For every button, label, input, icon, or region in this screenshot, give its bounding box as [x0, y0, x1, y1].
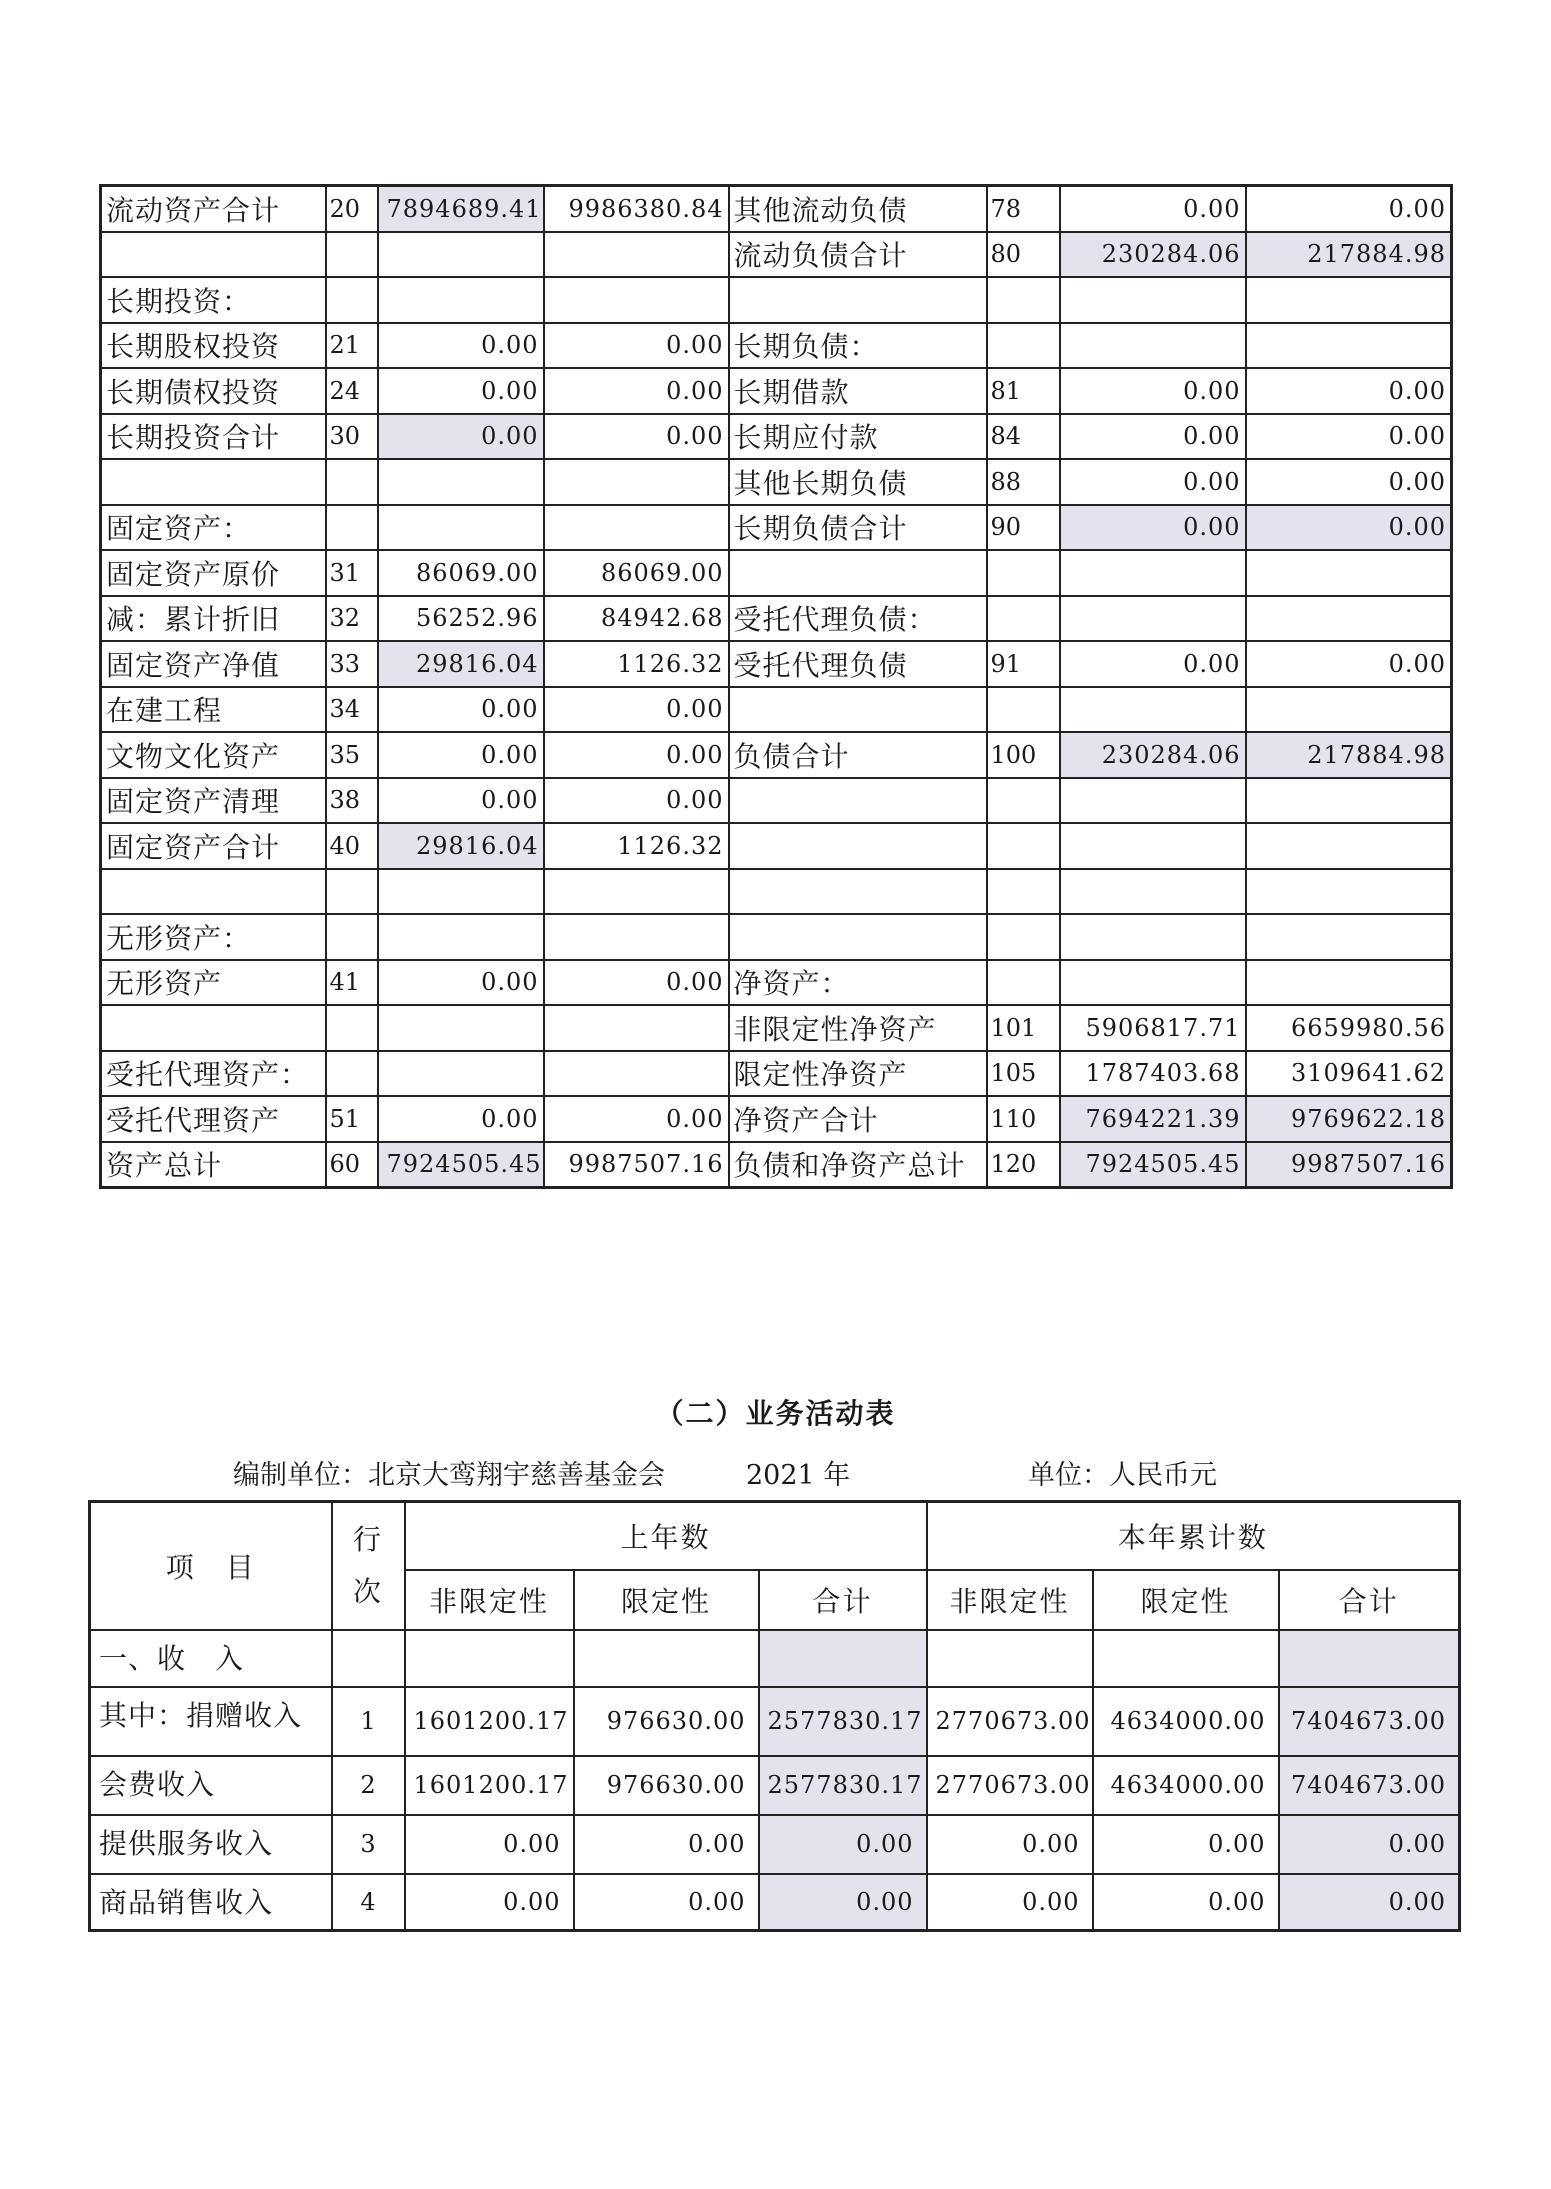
liability-label [729, 687, 987, 733]
liability-row-code: 84 [987, 414, 1060, 460]
asset-value-end: 1126.32 [544, 641, 729, 687]
asset-value-end [544, 914, 729, 960]
liability-row-code [987, 823, 1060, 869]
asset-value-begin: 0.00 [378, 687, 544, 733]
asset-row-code [326, 277, 378, 323]
liability-row-code: 101 [987, 1005, 1060, 1051]
balance-sheet-row [101, 1096, 1452, 1142]
activity-row [90, 1815, 1460, 1874]
asset-row-code: 51 [326, 1096, 378, 1142]
liability-label: 其他长期负债 [729, 459, 987, 505]
asset-value-end: 0.00 [544, 960, 729, 1006]
liability-row-code: 80 [987, 232, 1060, 278]
balance-sheet-row [101, 505, 1452, 551]
balance-sheet-row [101, 550, 1452, 596]
asset-label: 长期投资： [101, 277, 326, 323]
value-this-restricted: 0.00 [1093, 1874, 1279, 1931]
asset-value-end: 0.00 [544, 323, 729, 369]
liability-row-code: 100 [987, 732, 1060, 778]
activity-item-label: 一、收 入 [90, 1630, 332, 1687]
asset-row-code [326, 232, 378, 278]
asset-value-begin: 29816.04 [378, 823, 544, 869]
liability-row-code [987, 687, 1060, 733]
liability-label: 长期借款 [729, 368, 987, 414]
liability-label [729, 823, 987, 869]
liability-row-code: 105 [987, 1051, 1060, 1097]
liability-value-end: 6659980.56 [1246, 1005, 1452, 1051]
balance-sheet-row [101, 914, 1452, 960]
balance-sheet-row [101, 1005, 1452, 1051]
liability-value-end: 0.00 [1246, 186, 1452, 232]
liability-row-code: 110 [987, 1096, 1060, 1142]
asset-value-begin [378, 914, 544, 960]
liability-value-begin: 7694221.39 [1060, 1096, 1246, 1142]
asset-value-end [544, 1005, 729, 1051]
value-prev-restricted: 0.00 [574, 1874, 759, 1931]
value-this-unrestricted: 2770673.00 [927, 1687, 1093, 1756]
asset-label: 无形资产： [101, 914, 326, 960]
asset-value-begin: 0.00 [378, 732, 544, 778]
activity-statement-title: （二）业务活动表 [655, 1397, 896, 1430]
asset-label: 受托代理资产 [101, 1096, 326, 1142]
liability-value-begin: 0.00 [1060, 641, 1246, 687]
asset-value-begin: 0.00 [378, 1096, 544, 1142]
liability-row-code [987, 596, 1060, 642]
asset-value-end: 0.00 [544, 414, 729, 460]
activity-statement-table [88, 1500, 1461, 1932]
liability-label [729, 277, 987, 323]
liability-row-code [987, 960, 1060, 1006]
asset-label: 无形资产 [101, 960, 326, 1006]
value-prev-unrestricted: 0.00 [405, 1874, 574, 1931]
asset-value-end: 0.00 [544, 687, 729, 733]
asset-row-code: 31 [326, 550, 378, 596]
balance-sheet-row [101, 641, 1452, 687]
asset-value-begin: 86069.00 [378, 550, 544, 596]
activity-row-code: 3 [332, 1815, 405, 1874]
asset-value-end: 84942.68 [544, 596, 729, 642]
asset-value-begin: 0.00 [378, 778, 544, 824]
liability-value-begin [1060, 323, 1246, 369]
asset-row-code: 33 [326, 641, 378, 687]
value-prev-unrestricted: 1601200.17 [405, 1756, 574, 1815]
liability-value-end: 0.00 [1246, 505, 1452, 551]
liability-label: 净资产合计 [729, 1096, 987, 1142]
balance-sheet-row [101, 186, 1452, 232]
liability-value-begin [1060, 687, 1246, 733]
liability-label: 流动负债合计 [729, 232, 987, 278]
value-prev-total: 2577830.17 [759, 1687, 927, 1756]
header-prev-restricted: 限定性 [574, 1570, 759, 1630]
asset-label: 受托代理资产： [101, 1051, 326, 1097]
liability-label [729, 550, 987, 596]
asset-label: 固定资产净值 [101, 641, 326, 687]
asset-label: 流动资产合计 [101, 186, 326, 232]
liability-value-end [1246, 960, 1452, 1006]
value-prev-unrestricted: 0.00 [405, 1815, 574, 1874]
liability-label: 非限定性净资产 [729, 1005, 987, 1051]
asset-row-code: 41 [326, 960, 378, 1006]
asset-value-end: 1126.32 [544, 823, 729, 869]
asset-value-begin: 7894689.41 [378, 186, 544, 232]
value-prev-restricted [574, 1630, 759, 1687]
value-this-restricted: 4634000.00 [1093, 1756, 1279, 1815]
header-item: 项 目 [90, 1502, 332, 1630]
asset-row-code: 30 [326, 414, 378, 460]
header-this-year: 本年累计数 [927, 1502, 1460, 1570]
liability-row-code [987, 869, 1060, 915]
liability-value-begin [1060, 960, 1246, 1006]
liability-value-begin: 0.00 [1060, 186, 1246, 232]
liability-row-code: 120 [987, 1142, 1060, 1188]
asset-value-end [544, 505, 729, 551]
liability-row-code: 91 [987, 641, 1060, 687]
asset-value-begin: 0.00 [378, 960, 544, 1006]
liability-value-begin: 5906817.71 [1060, 1005, 1246, 1051]
balance-sheet-row [101, 368, 1452, 414]
asset-row-code: 20 [326, 186, 378, 232]
liability-row-code: 78 [987, 186, 1060, 232]
asset-value-end: 9986380.84 [544, 186, 729, 232]
value-this-total: 0.00 [1279, 1815, 1460, 1874]
balance-sheet-row [101, 596, 1452, 642]
asset-value-begin: 7924505.45 [378, 1142, 544, 1188]
value-prev-restricted: 0.00 [574, 1815, 759, 1874]
liability-label: 净资产： [729, 960, 987, 1006]
asset-label: 固定资产原价 [101, 550, 326, 596]
asset-label [101, 232, 326, 278]
asset-value-begin: 0.00 [378, 414, 544, 460]
asset-label: 长期投资合计 [101, 414, 326, 460]
liability-value-begin [1060, 869, 1246, 915]
liability-value-begin: 0.00 [1060, 505, 1246, 551]
activity-row [90, 1687, 1460, 1756]
activity-row [90, 1874, 1460, 1931]
value-this-total: 7404673.00 [1279, 1756, 1460, 1815]
asset-row-code [326, 914, 378, 960]
liability-value-end [1246, 687, 1452, 733]
asset-row-code: 21 [326, 323, 378, 369]
liability-row-code [987, 323, 1060, 369]
balance-sheet-row [101, 1051, 1452, 1097]
liability-label: 长期应付款 [729, 414, 987, 460]
asset-row-code [326, 459, 378, 505]
balance-sheet-row [101, 1142, 1452, 1188]
asset-value-begin: 0.00 [378, 323, 544, 369]
liability-row-code [987, 277, 1060, 323]
asset-value-end [544, 277, 729, 323]
balance-sheet-row [101, 687, 1452, 733]
value-this-total: 7404673.00 [1279, 1687, 1460, 1756]
liability-value-begin [1060, 823, 1246, 869]
asset-label: 减：累计折旧 [101, 596, 326, 642]
balance-sheet-table [99, 184, 1453, 1189]
liability-label: 长期负债合计 [729, 505, 987, 551]
activity-item-label: 其中：捐赠收入 [90, 1687, 332, 1756]
balance-sheet-row [101, 823, 1452, 869]
liability-value-begin [1060, 778, 1246, 824]
asset-label: 文物文化资产 [101, 732, 326, 778]
liability-value-begin [1060, 277, 1246, 323]
asset-value-begin [378, 869, 544, 915]
asset-row-code: 34 [326, 687, 378, 733]
asset-label [101, 1005, 326, 1051]
value-this-restricted: 0.00 [1093, 1815, 1279, 1874]
liability-label [729, 778, 987, 824]
asset-label: 长期股权投资 [101, 323, 326, 369]
activity-row [90, 1756, 1460, 1815]
balance-sheet-row [101, 778, 1452, 824]
header-this-restricted: 限定性 [1093, 1570, 1279, 1630]
value-this-unrestricted [927, 1630, 1093, 1687]
liability-value-end: 3109641.62 [1246, 1051, 1452, 1097]
asset-value-end [544, 869, 729, 915]
header-prev-year: 上年数 [405, 1502, 927, 1570]
value-prev-total: 2577830.17 [759, 1756, 927, 1815]
asset-value-begin: 29816.04 [378, 641, 544, 687]
liability-label: 其他流动负债 [729, 186, 987, 232]
value-this-total [1279, 1630, 1460, 1687]
liability-value-end: 217884.98 [1246, 732, 1452, 778]
asset-value-begin [378, 232, 544, 278]
asset-row-code: 24 [326, 368, 378, 414]
liability-value-begin: 230284.06 [1060, 732, 1246, 778]
balance-sheet-row [101, 232, 1452, 278]
value-prev-total: 0.00 [759, 1815, 927, 1874]
balance-sheet-row [101, 869, 1452, 915]
value-prev-unrestricted [405, 1630, 574, 1687]
value-this-restricted [1093, 1630, 1279, 1687]
asset-value-begin: 0.00 [378, 368, 544, 414]
activity-item-label: 提供服务收入 [90, 1815, 332, 1874]
liability-row-code [987, 778, 1060, 824]
header-this-total: 合计 [1279, 1570, 1460, 1630]
asset-value-end: 0.00 [544, 778, 729, 824]
asset-value-begin: 56252.96 [378, 596, 544, 642]
value-this-total: 0.00 [1279, 1874, 1460, 1931]
value-this-unrestricted: 0.00 [927, 1874, 1093, 1931]
liability-value-begin: 0.00 [1060, 414, 1246, 460]
liability-value-end [1246, 869, 1452, 915]
liability-label: 限定性净资产 [729, 1051, 987, 1097]
liability-label: 负债合计 [729, 732, 987, 778]
asset-value-end: 0.00 [544, 368, 729, 414]
header-prev-unrestricted: 非限定性 [405, 1570, 574, 1630]
liability-value-begin: 7924505.45 [1060, 1142, 1246, 1188]
liability-value-begin [1060, 914, 1246, 960]
asset-value-begin [378, 1051, 544, 1097]
value-prev-total: 0.00 [759, 1874, 927, 1931]
asset-value-begin [378, 505, 544, 551]
liability-value-end [1246, 823, 1452, 869]
liability-label: 负债和净资产总计 [729, 1142, 987, 1188]
asset-value-end [544, 1051, 729, 1097]
asset-value-end [544, 232, 729, 278]
balance-sheet-row [101, 960, 1452, 1006]
value-prev-unrestricted: 1601200.17 [405, 1687, 574, 1756]
liability-value-begin: 0.00 [1060, 368, 1246, 414]
asset-row-code: 60 [326, 1142, 378, 1188]
asset-label [101, 869, 326, 915]
activity-row-code: 4 [332, 1874, 405, 1931]
liability-value-end [1246, 550, 1452, 596]
asset-row-code [326, 869, 378, 915]
asset-label: 长期债权投资 [101, 368, 326, 414]
liability-label: 长期负债： [729, 323, 987, 369]
liability-value-end [1246, 596, 1452, 642]
liability-value-end: 9769622.18 [1246, 1096, 1452, 1142]
liability-value-begin: 1787403.68 [1060, 1051, 1246, 1097]
liability-value-end [1246, 277, 1452, 323]
asset-label: 固定资产清理 [101, 778, 326, 824]
value-this-unrestricted: 0.00 [927, 1815, 1093, 1874]
liability-value-end [1246, 778, 1452, 824]
activity-meta-line [0, 1453, 1551, 1493]
value-prev-restricted: 976630.00 [574, 1756, 759, 1815]
liability-value-end: 217884.98 [1246, 232, 1452, 278]
asset-row-code [326, 1005, 378, 1051]
liability-label: 受托代理负债 [729, 641, 987, 687]
balance-sheet-row [101, 277, 1452, 323]
asset-value-begin [378, 277, 544, 323]
asset-value-end: 0.00 [544, 732, 729, 778]
liability-value-end: 9987507.16 [1246, 1142, 1452, 1188]
asset-row-code [326, 505, 378, 551]
liability-row-code [987, 550, 1060, 596]
value-this-unrestricted: 2770673.00 [927, 1756, 1093, 1815]
preparing-unit: 编制单位：北京大鸾翔宇慈善基金会 [233, 1460, 665, 1491]
asset-label: 资产总计 [101, 1142, 326, 1188]
activity-row [90, 1630, 1460, 1687]
asset-value-end: 9987507.16 [544, 1142, 729, 1188]
header-row-number: 行次 [332, 1502, 405, 1630]
liability-label: 受托代理负债： [729, 596, 987, 642]
balance-sheet-row [101, 732, 1452, 778]
liability-value-end: 0.00 [1246, 368, 1452, 414]
activity-row-code: 2 [332, 1756, 405, 1815]
header-this-unrestricted: 非限定性 [927, 1570, 1093, 1630]
balance-sheet-row [101, 323, 1452, 369]
asset-value-end [544, 459, 729, 505]
liability-row-code: 90 [987, 505, 1060, 551]
asset-value-begin [378, 1005, 544, 1051]
asset-value-end: 0.00 [544, 1096, 729, 1142]
activity-item-label: 会费收入 [90, 1756, 332, 1815]
balance-sheet-row [101, 414, 1452, 460]
activity-row-code: 1 [332, 1687, 405, 1756]
liability-value-begin: 0.00 [1060, 459, 1246, 505]
value-prev-total [759, 1630, 927, 1687]
asset-label: 在建工程 [101, 687, 326, 733]
value-prev-restricted: 976630.00 [574, 1687, 759, 1756]
liability-value-end: 0.00 [1246, 414, 1452, 460]
asset-label [101, 459, 326, 505]
asset-row-code [326, 1051, 378, 1097]
asset-row-code: 35 [326, 732, 378, 778]
liability-value-end [1246, 914, 1452, 960]
liability-value-end [1246, 323, 1452, 369]
liability-row-code: 88 [987, 459, 1060, 505]
asset-row-code: 40 [326, 823, 378, 869]
asset-row-code: 38 [326, 778, 378, 824]
currency-unit: 单位：人民币元 [1028, 1460, 1217, 1491]
liability-row-code [987, 914, 1060, 960]
asset-row-code: 32 [326, 596, 378, 642]
asset-value-begin [378, 459, 544, 505]
liability-label [729, 869, 987, 915]
liability-value-begin [1060, 550, 1246, 596]
liability-value-end: 0.00 [1246, 459, 1452, 505]
report-year: 2021 年 [746, 1460, 851, 1491]
activity-item-label: 商品销售收入 [90, 1874, 332, 1931]
activity-row-code [332, 1630, 405, 1687]
header-prev-total: 合计 [759, 1570, 927, 1630]
liability-label [729, 914, 987, 960]
asset-label: 固定资产： [101, 505, 326, 551]
liability-value-end: 0.00 [1246, 641, 1452, 687]
liability-value-begin [1060, 596, 1246, 642]
balance-sheet-row [101, 459, 1452, 505]
value-this-restricted: 4634000.00 [1093, 1687, 1279, 1756]
liability-value-begin: 230284.06 [1060, 232, 1246, 278]
liability-row-code: 81 [987, 368, 1060, 414]
asset-value-end: 86069.00 [544, 550, 729, 596]
asset-label: 固定资产合计 [101, 823, 326, 869]
